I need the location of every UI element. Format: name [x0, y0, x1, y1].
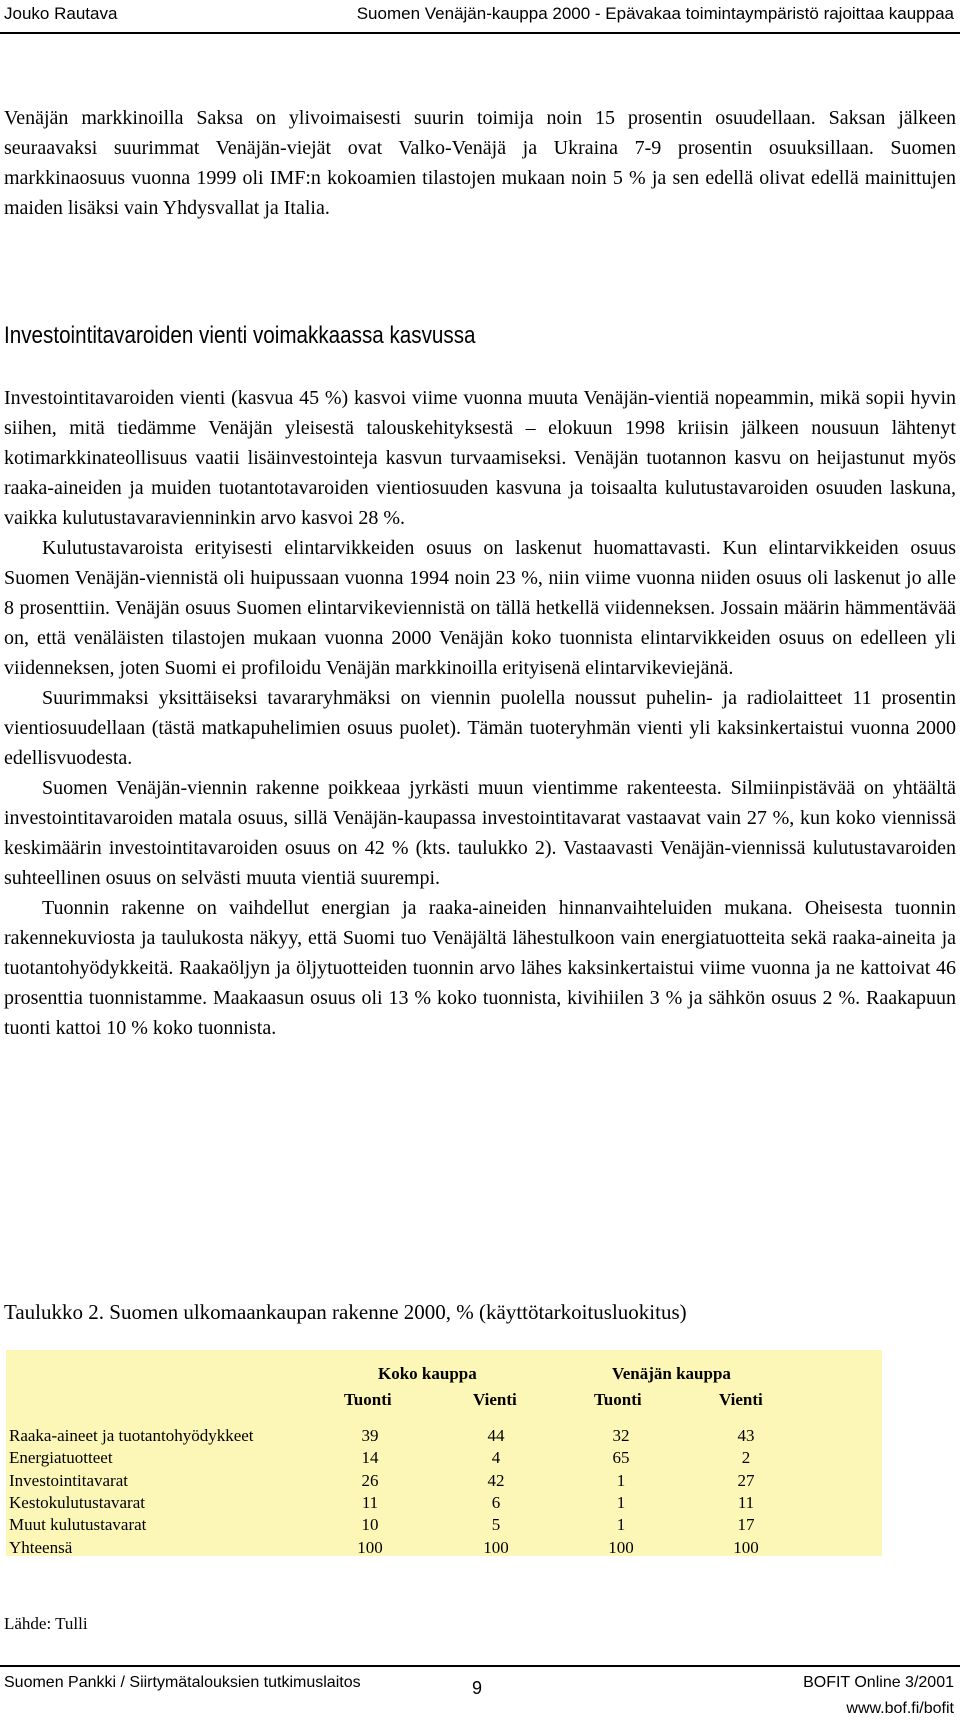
- table-cell: 26: [361, 1471, 379, 1490]
- table-cell: 14: [361, 1448, 379, 1467]
- paragraph: Suomen Venäjän-viennin rakenne poikkeaa jyrkästi muun vientimme rakenteesta. Silmiinpistävää on yhtäältä investointitavaroiden matala osuus, sillä Venäjän-kaupassa investointitavarat vastaavat vain 27 %, kun koko viennissä keskimäärin investointitavaroiden osuus on 42 % (kts. taulukko 2). Vastaavasti Venäjän-viennissä kulutustavaroiden suhteellinen osuus on selvästi muuta vientiä suurempi.: [4, 777, 956, 889]
- table-cell: 1: [616, 1515, 626, 1534]
- row-label: Investointitavarat: [9, 1471, 128, 1490]
- group-header-total-trade: Koko kauppa: [378, 1364, 477, 1383]
- paragraph: Investointitavaroiden vienti (kasvua 45 %) kasvoi viime vuonna muuta Venäjän-vientiä nopeammin, mikä sopii hyvin siihen, mitä tiedämme Venäjän yleisestä talouskehityksestä – elokuun 1998 kriisin jälkeen nousuun lähtenyt kotimarkkinateollisuus vaatii lisäinvestointeja kasvun turvaamiseksi. Venäjän tuotannon kasvu on heijastunut myös raaka-aineiden ja muiden tuotantotavaroiden vientiosuuden kasvuna ja toisaalta kulutustavaroiden osuuden laskuna, vaikka kulutustavaravienninkin arvo kasvoi 28 %.: [4, 387, 956, 529]
- footer-publication: BOFIT Online 3/2001: [803, 1674, 954, 1691]
- header-title: Suomen Venäjän-kauppa 2000 - Epävakaa toimintaympäristö rajoittaa kauppaa: [356, 4, 954, 23]
- header-author: Jouko Rautava: [4, 4, 118, 23]
- page-header: [0, 0, 960, 34]
- trade-structure-table: [6, 1350, 882, 1556]
- table-cell: 10: [361, 1515, 379, 1534]
- table-cell: 1: [616, 1493, 626, 1512]
- paragraph: Tuonnin rakenne on vaihdellut energian ja raaka-aineiden hinnanvaihteluiden mukana. Oheisesta tuonnin rakennekuviosta ja taulukosta näkyy, että Suomi tuo Venäjältä lähestulkoon vain energiatuotteita sekä raaka-aineita ja tuotantohyödykkeitä. Raakaöljyn ja öljytuotteiden tuonnin arvo lähes kaksinkertaistui viime vuonna ja ne kattoivat 46 prosenttia tuonnistamme. Maakaasun osuus oli 13 % koko tuonnista, kivihiilen 3 % ja sähkön osuus 2 %. Raakapuun tuonti kattoi 10 % koko tuonnista.: [4, 897, 956, 1039]
- table-cell: 2: [741, 1448, 751, 1467]
- table-cell: 100: [357, 1538, 383, 1557]
- intro-section: [4, 103, 956, 223]
- table-cell: 17: [737, 1515, 755, 1534]
- intro-paragraph: Venäjän markkinoilla Saksa on ylivoimaisesti suurin toimija noin 15 prosentin osuudellaan. Saksan jälkeen seuraavaksi suurimmat Venäjän-viejät ovat Valko-Venäjä ja Ukraina 7-9 prosentin osuuksillaan. Suomen markkinaosuus vuonna 1999 oli IMF:n kokoamien tilastojen mukaan noin 5 % ja sen edellä olivat edellä mainittujen maiden lisäksi vain Yhdysvallat ja Italia.: [4, 107, 956, 219]
- row-label: Raaka-aineet ja tuotantohyödykkeet: [9, 1426, 254, 1445]
- table-cell: 11: [361, 1493, 379, 1512]
- header-rule: [0, 32, 960, 34]
- table-cell: 43: [737, 1426, 755, 1445]
- table-cell: 65: [612, 1448, 630, 1467]
- paragraph: Kulutustavaroista erityisesti elintarvikkeiden osuus on laskenut huomattavasti. Kun elintarvikkeiden osuus Suomen Venäjän-viennistä oli huipussaan vuonna 1994 noin 23 %, niin viime vuonna niiden osuus oli laskenut jo alle 8 prosenttiin. Venäjän osuus Suomen elintarvikeviennistä on tällä hetkellä viidenneksen. Jossain määrin hämmentävää on, että venäläisten tilastojen mukaan vuonna 2000 Venäjän koko tuonnista elintarvikkeiden osuus on edelleen yli viidenneksen, joten Suomi ei profiloidu Venäjän markkinoilla erityisenä elintarvikeviejänä.: [4, 537, 956, 679]
- footer-rule: [0, 1665, 960, 1667]
- table-cell: 6: [491, 1493, 501, 1512]
- column-header: Tuonti: [594, 1390, 642, 1409]
- main-text: [4, 383, 956, 1043]
- table-cell: 100: [608, 1538, 634, 1557]
- table-cell: 4: [491, 1448, 501, 1467]
- table-cell: 27: [737, 1471, 755, 1490]
- section-heading: Investointitavaroiden vienti voimakkaassa kasvussa: [4, 322, 476, 349]
- table-cell: 11: [737, 1493, 755, 1512]
- row-label: Muut kulutustavarat: [9, 1515, 147, 1534]
- column-header: Vienti: [719, 1390, 763, 1409]
- row-label: Energiatuotteet: [9, 1448, 113, 1467]
- footer-institution: Suomen Pankki / Siirtymätalouksien tutkimuslaitos: [4, 1674, 361, 1691]
- table-cell: 100: [483, 1538, 509, 1557]
- footer-url[interactable]: www.bof.fi/bofit: [846, 1700, 954, 1717]
- table-caption: Taulukko 2. Suomen ulkomaankaupan rakenne 2000, % (käyttötarkoitusluokitus): [4, 1300, 687, 1324]
- row-label: Kestokulutustavarat: [9, 1493, 145, 1512]
- column-header: Vienti: [473, 1390, 517, 1409]
- table-source: Lähde: Tulli: [4, 1614, 88, 1633]
- table-cell: 1: [616, 1471, 626, 1490]
- paragraph: Suurimmaksi yksittäiseksi tavararyhmäksi on viennin puolella noussut puhelin- ja radiolaitteet 11 prosentin vientiosuudellaan (tästä matkapuhelimien osuus puolet). Tämän tuoteryhmän vienti yli kaksinkertaistui vuonna 2000 edellisvuodesta.: [4, 687, 956, 769]
- group-header-russia-trade: Venäjän kauppa: [612, 1364, 731, 1383]
- table-cell: 44: [487, 1426, 505, 1445]
- table-cell: 5: [491, 1515, 501, 1534]
- page-number: 9: [472, 1678, 483, 1698]
- column-header: Tuonti: [344, 1390, 392, 1409]
- table-cell: 32: [612, 1426, 630, 1445]
- table-cell: 100: [733, 1538, 759, 1557]
- table-cell: 39: [361, 1426, 379, 1445]
- table-cell: 42: [487, 1471, 505, 1490]
- row-label: Yhteensä: [9, 1538, 73, 1557]
